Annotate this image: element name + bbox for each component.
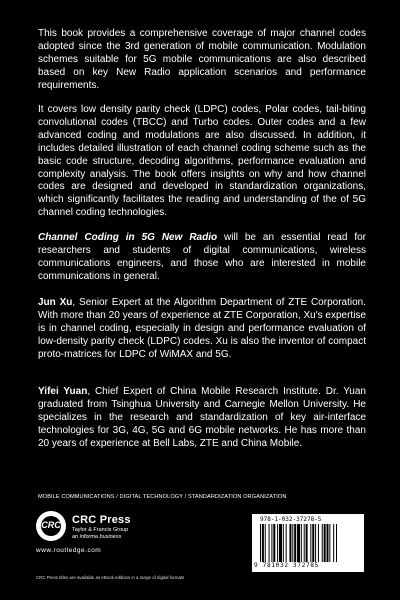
readership-text <box>38 232 366 284</box>
author-name-2: Yifei Yuan <box>38 386 88 397</box>
subject-categories: MOBILE COMMUNICATIONS / DIGITAL TECHNOLOGY / STANDARDIZATION ORGANIZATION <box>38 494 287 500</box>
author-bio-text-2 <box>38 386 366 451</box>
description-paragraph-1 <box>38 28 366 93</box>
author-bio-1 <box>38 297 366 362</box>
author-name-1: Jun Xu <box>38 297 73 308</box>
publisher-website: www.routledge.com <box>36 547 102 554</box>
barcode-digits: 9 781032 372785 <box>254 562 319 569</box>
publisher-name: CRC Press <box>72 514 131 526</box>
description-text-1: This book provides a comprehensive coverage of major channel codes adopted since the 3rd generation of mobile communication. Modulation schemes suitable for 5G mobile communications are also described based on key New Radio application scenarios and performance requirements. <box>38 28 366 91</box>
barcode-bars-icon <box>260 524 356 562</box>
description-paragraph-2 <box>38 104 366 220</box>
author-bio-rest-2: , Chief Expert of China Mobile Research Institute. Dr. Yuan graduated from Tsinghua University and Carnegie Mellon University. He specializes in the research and standardization of key air-interface technologies for 3G, 4G, 5G and 6G mobile networks. He has more than 20 years of experience at Bell Labs, ZTE and China Mobile. <box>38 386 366 449</box>
isbn-barcode <box>252 514 364 572</box>
isbn-number: 978-1-032-37278-5 <box>260 516 322 523</box>
description-text-2: It covers low density parity check (LDPC) codes, Polar codes, tail-biting convolutional codes (TBCC) and Turbo codes. Outer codes and a few advanced coding and modulations are also discussed. In addition, it includes detailed illustration of each channel coding scheme such as the basic code structure, decoding algorithms, performance evaluation and complexity analysis. The book offers insights on why and how channel codes are designed and developed in standardization organizations, which significantly facilitates the reading and understanding of the of 5G channel coding technologies. <box>38 104 366 219</box>
logo-mark-text: CRC <box>41 520 61 530</box>
publisher-logo <box>36 511 186 566</box>
readership-rest: will be an essential read for researchers and students of digital communications, wireless communications engineers, and those who are interested in mobile communications in general. <box>38 232 366 282</box>
author-bio-rest-1: , Senior Expert at the Algorithm Department of ZTE Corporation. With more than 20 years of experience at ZTE Corporation, Xu's expertise is in channel coding, especially in design and performance evaluation of low-density parity check (LDPC) codes. Xu is also the inventor of compact proto-matrices for LDPC of WiMAX and 5G. <box>38 297 366 360</box>
ebook-note: CRC Press titles are available as eBook editions in a range of digital formats <box>36 575 185 580</box>
readership-paragraph <box>38 232 366 284</box>
book-title: Channel Coding in 5G New Radio <box>38 232 218 243</box>
publisher-informa: an informa business <box>72 534 122 540</box>
crc-logo-icon <box>36 511 66 541</box>
author-bio-2 <box>38 386 366 451</box>
author-bio-text-1 <box>38 297 366 362</box>
publisher-group: Taylor & Francis Group <box>72 527 129 533</box>
